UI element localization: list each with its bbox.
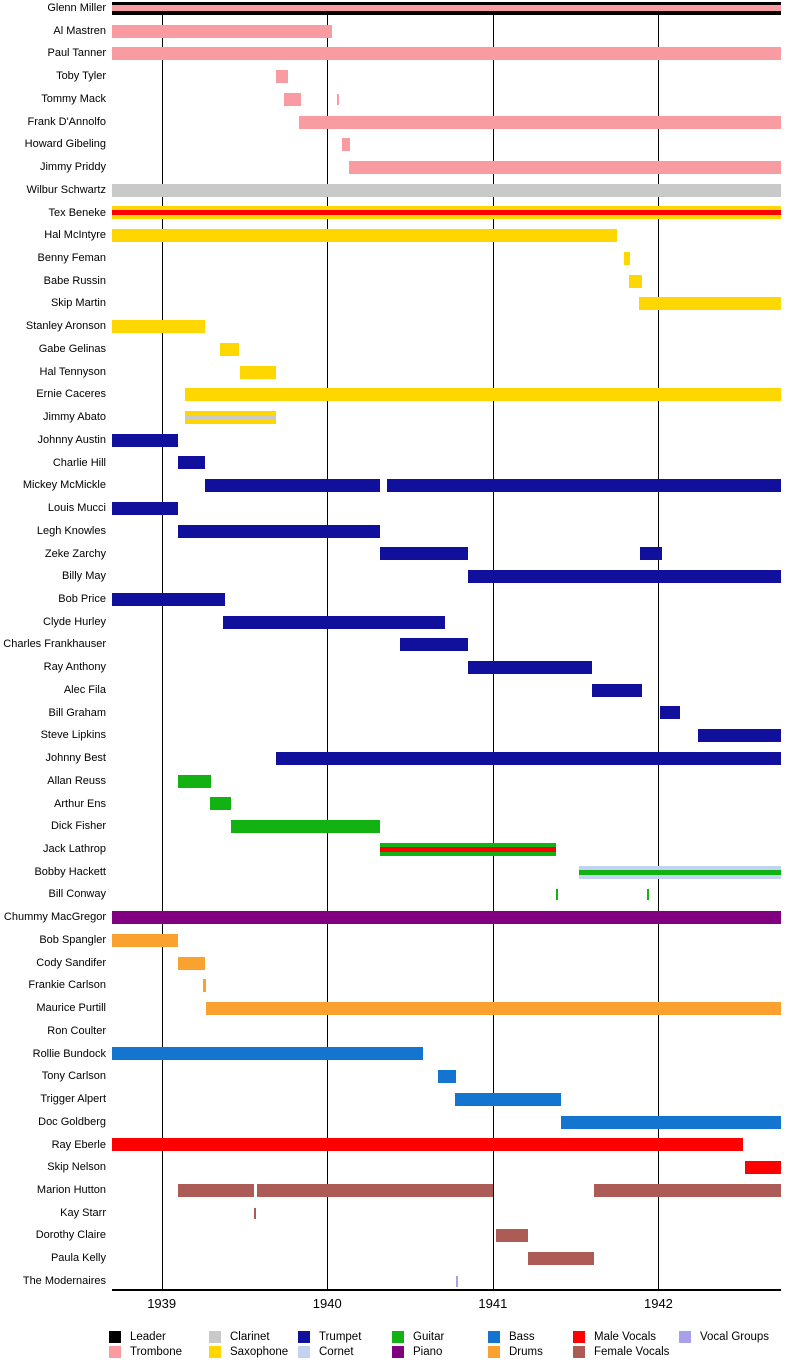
row-label: Ray Anthony <box>43 661 106 674</box>
timeline-bar <box>698 729 781 742</box>
timeline-bar <box>112 1138 743 1151</box>
timeline-bar <box>112 1047 423 1060</box>
row-track <box>112 1111 781 1134</box>
row-track <box>112 156 781 179</box>
row-label: Toby Tyler <box>56 70 106 83</box>
row-track <box>112 656 781 679</box>
timeline-bar <box>594 1184 781 1197</box>
row-track <box>112 429 781 452</box>
timeline-bar <box>438 1070 456 1083</box>
timeline-row <box>0 679 800 702</box>
timeline-bar <box>468 661 592 674</box>
row-track <box>112 315 781 338</box>
timeline-tick <box>456 1276 458 1287</box>
row-track <box>112 1088 781 1111</box>
row-label: Dick Fisher <box>50 820 106 833</box>
legend-swatch <box>392 1346 404 1358</box>
timeline-row <box>0 315 800 338</box>
legend-item <box>488 1331 543 1343</box>
legend-swatch <box>298 1346 310 1358</box>
timeline-bar <box>112 47 781 60</box>
timeline-row <box>0 1247 800 1270</box>
timeline-row <box>0 543 800 566</box>
row-track <box>112 383 781 406</box>
row-track <box>112 679 781 702</box>
row-label: Bob Spangler <box>39 933 106 946</box>
timeline-row <box>0 156 800 179</box>
timeline-row <box>0 1043 800 1066</box>
legend-column <box>679 1331 769 1343</box>
axis-tick-label: 1940 <box>312 1296 342 1311</box>
row-track <box>112 997 781 1020</box>
legend-item <box>298 1331 361 1343</box>
timeline-bar <box>178 1184 253 1197</box>
timeline-bar <box>112 2 781 15</box>
timeline-bar <box>112 229 617 242</box>
legend-swatch <box>488 1346 500 1358</box>
timeline-row <box>0 474 800 497</box>
timeline-row <box>0 952 800 975</box>
timeline-bar <box>342 138 350 151</box>
legend-item <box>392 1346 444 1358</box>
timeline-bar <box>178 957 204 970</box>
timeline-row <box>0 133 800 156</box>
timeline-row <box>0 497 800 520</box>
timeline-bar <box>561 1116 781 1129</box>
instrument-stripe <box>112 5 781 11</box>
row-label: Cody Sandifer <box>36 956 106 969</box>
instrument-stripe <box>579 870 781 875</box>
row-track <box>112 1247 781 1270</box>
row-label: Tony Carlson <box>41 1070 106 1083</box>
row-track <box>112 815 781 838</box>
row-label: Zeke Zarchy <box>44 547 106 560</box>
row-label: Al Mastren <box>53 24 106 37</box>
timeline-bar <box>284 93 301 106</box>
legend-item <box>679 1331 769 1343</box>
timeline-row <box>0 702 800 725</box>
timeline-bar <box>592 684 642 697</box>
row-label: Mickey McMickle <box>22 479 106 492</box>
row-label: Gabe Gelinas <box>38 342 106 355</box>
row-track <box>112 1043 781 1066</box>
instrument-stripe <box>112 210 781 215</box>
row-label: Johnny Best <box>45 752 106 765</box>
timeline-row <box>0 42 800 65</box>
timeline-bar <box>380 547 468 560</box>
legend-swatch <box>209 1346 221 1358</box>
legend-item <box>488 1346 543 1358</box>
timeline-row <box>0 906 800 929</box>
legend-label: Vocal Groups <box>700 1331 770 1343</box>
row-track <box>112 474 781 497</box>
legend-label: Trombone <box>130 1346 182 1358</box>
timeline-row <box>0 406 800 429</box>
instrument-stripe <box>380 847 556 852</box>
legend-swatch <box>109 1346 121 1358</box>
row-track <box>112 497 781 520</box>
timeline-tick <box>337 94 339 105</box>
timeline-row <box>0 452 800 475</box>
timeline-bar <box>112 434 178 447</box>
row-track <box>112 702 781 725</box>
timeline-row <box>0 65 800 88</box>
row-track <box>112 406 781 429</box>
row-track <box>112 42 781 65</box>
row-track <box>112 111 781 134</box>
row-label: Benny Feman <box>37 252 106 265</box>
row-label: Jack Lathrop <box>43 843 106 855</box>
row-label: Billy May <box>61 570 106 583</box>
timeline-row <box>0 1156 800 1179</box>
timeline-bar <box>455 1093 561 1106</box>
row-track <box>112 1020 781 1043</box>
row-label: Stanley Aronson <box>25 320 106 333</box>
row-label: Skip Martin <box>50 297 106 310</box>
row-label: The Modernaires <box>22 1274 106 1287</box>
legend-swatch <box>209 1331 221 1343</box>
row-track <box>112 292 781 315</box>
legend-label: Trumpet <box>319 1331 362 1343</box>
timeline-row <box>0 747 800 770</box>
legend-swatch <box>573 1331 585 1343</box>
row-track <box>112 906 781 929</box>
row-track <box>112 952 781 975</box>
timeline-bar <box>629 275 642 288</box>
timeline-bar <box>223 616 445 629</box>
row-label: Ray Eberle <box>51 1138 106 1151</box>
row-track <box>112 1065 781 1088</box>
row-track <box>112 247 781 270</box>
timeline-row <box>0 202 800 225</box>
timeline-row <box>0 633 800 656</box>
timeline-row <box>0 770 800 793</box>
row-label: Bill Graham <box>48 706 106 719</box>
row-track <box>112 179 781 202</box>
row-track <box>112 338 781 361</box>
timeline-row <box>0 111 800 134</box>
row-track <box>112 20 781 43</box>
row-label: Kay Starr <box>60 1206 106 1219</box>
row-label: Clyde Hurley <box>43 615 106 628</box>
row-track <box>112 883 781 906</box>
legend-swatch <box>488 1331 500 1343</box>
timeline-bar <box>112 934 178 947</box>
timeline-bar <box>299 116 781 129</box>
timeline-row <box>0 997 800 1020</box>
legend-label: Clarinet <box>230 1331 270 1343</box>
row-track <box>112 633 781 656</box>
timeline-row <box>0 1202 800 1225</box>
row-label: Tex Beneke <box>48 206 106 219</box>
timeline-row <box>0 247 800 270</box>
row-track <box>112 1179 781 1202</box>
row-track <box>112 1156 781 1179</box>
timeline-row <box>0 0 800 20</box>
timeline-bar <box>205 479 381 492</box>
timeline-row <box>0 588 800 611</box>
timeline-row <box>0 1134 800 1157</box>
legend-column <box>209 1331 288 1358</box>
row-label: Legh Knowles <box>36 524 106 537</box>
legend-label: Bass <box>509 1331 535 1343</box>
row-track <box>112 1134 781 1157</box>
timeline-row <box>0 20 800 43</box>
row-label: Marion Hutton <box>36 1183 106 1196</box>
row-label: Trigger Alpert <box>40 1093 106 1106</box>
timeline-bar <box>185 388 781 401</box>
row-track <box>112 1270 781 1293</box>
row-label: Rollie Bundock <box>32 1047 106 1060</box>
row-label: Howard Gibeling <box>24 138 106 151</box>
timeline-bar <box>203 979 206 992</box>
row-label: Arthur Ens <box>54 797 106 810</box>
timeline-bar <box>639 297 781 310</box>
legend-swatch <box>392 1331 404 1343</box>
timeline-bar <box>468 570 781 583</box>
timeline-bar <box>112 206 781 219</box>
instrument-stripe <box>185 415 276 420</box>
timeline-row <box>0 656 800 679</box>
row-label: Skip Nelson <box>47 1161 106 1174</box>
row-track <box>112 611 781 634</box>
timeline-bar <box>112 911 781 924</box>
legend-label: Guitar <box>413 1331 445 1343</box>
legend-column <box>109 1331 182 1358</box>
timeline-bar <box>178 775 211 788</box>
timeline-row <box>0 974 800 997</box>
legend-swatch <box>109 1331 121 1343</box>
timeline-bar <box>380 843 556 856</box>
row-label: Tommy Mack <box>41 92 106 105</box>
timeline-row <box>0 383 800 406</box>
row-track <box>112 133 781 156</box>
row-track <box>112 520 781 543</box>
timeline-row <box>0 724 800 747</box>
timeline-row <box>0 224 800 247</box>
row-track <box>112 793 781 816</box>
row-label: Bobby Hackett <box>34 865 106 878</box>
legend-item <box>573 1346 669 1358</box>
legend-column <box>488 1331 543 1358</box>
timeline-row <box>0 429 800 452</box>
row-label: Paula Kelly <box>50 1252 106 1265</box>
timeline-row <box>0 793 800 816</box>
timeline-bar <box>112 184 781 197</box>
timeline-row <box>0 883 800 906</box>
timeline-row <box>0 1111 800 1134</box>
row-track <box>112 861 781 884</box>
timeline-bar <box>276 752 781 765</box>
timeline-bar <box>112 502 178 515</box>
row-label: Jimmy Abato <box>43 411 106 424</box>
timeline-row <box>0 565 800 588</box>
row-track <box>112 1202 781 1225</box>
timeline-bar <box>660 706 680 719</box>
timeline-row <box>0 361 800 384</box>
timeline-row <box>0 88 800 111</box>
row-label: Louis Mucci <box>47 502 106 515</box>
row-track <box>112 452 781 475</box>
timeline-tick <box>254 1208 256 1219</box>
legend-swatch <box>679 1331 691 1343</box>
timeline-bar <box>387 479 781 492</box>
timeline-bar <box>231 820 380 833</box>
legend-label: Male Vocals <box>594 1331 657 1343</box>
timeline-row <box>0 838 800 861</box>
timeline-row <box>0 1088 800 1111</box>
row-track <box>112 974 781 997</box>
row-label: Hal McIntyre <box>44 229 106 242</box>
legend-label: Piano <box>413 1346 443 1358</box>
timeline-bar <box>528 1252 594 1265</box>
timeline-row <box>0 270 800 293</box>
row-track <box>112 588 781 611</box>
timeline-bar <box>400 638 468 651</box>
timeline-row <box>0 338 800 361</box>
timeline-row <box>0 1270 800 1293</box>
row-label: Bill Conway <box>48 888 106 901</box>
timeline-bar <box>185 411 276 424</box>
timeline-bar <box>240 366 276 379</box>
row-track <box>112 361 781 384</box>
timeline-row <box>0 929 800 952</box>
row-label: Jimmy Priddy <box>39 161 106 174</box>
timeline-bar <box>220 343 240 356</box>
timeline-row <box>0 1179 800 1202</box>
row-track <box>112 88 781 111</box>
legend-swatch <box>298 1331 310 1343</box>
timeline-bar <box>349 161 781 174</box>
timeline-bar <box>178 456 204 469</box>
legend-column <box>392 1331 444 1358</box>
legend-label: Cornet <box>319 1346 354 1358</box>
timeline-row <box>0 815 800 838</box>
legend-item <box>209 1331 288 1343</box>
row-label: Alec Fila <box>63 683 106 696</box>
timeline-bar <box>624 252 631 265</box>
row-track <box>112 0 781 20</box>
timeline-bar <box>206 1002 781 1015</box>
legend-item <box>109 1346 182 1358</box>
row-track <box>112 770 781 793</box>
row-track <box>112 838 781 861</box>
legend-item <box>392 1331 444 1343</box>
row-track <box>112 565 781 588</box>
row-label: Charles Frankhauser <box>3 638 106 651</box>
row-label: Babe Russin <box>43 274 106 287</box>
legend-column <box>573 1331 669 1358</box>
timeline-bar <box>178 525 380 538</box>
legend-label: Female Vocals <box>594 1346 670 1358</box>
row-label: Steve Lipkins <box>40 729 106 742</box>
timeline-bar <box>745 1161 781 1174</box>
row-track <box>112 929 781 952</box>
timeline-bar <box>210 797 232 810</box>
timeline-bar <box>579 866 781 879</box>
timeline-row <box>0 861 800 884</box>
row-track <box>112 270 781 293</box>
axis-tick-label: 1942 <box>643 1296 673 1311</box>
row-label: Ron Coulter <box>47 1024 106 1037</box>
row-label: Doc Goldberg <box>38 1115 106 1128</box>
timeline-row <box>0 520 800 543</box>
row-label: Johnny Austin <box>37 433 106 446</box>
timeline-tick <box>556 889 558 900</box>
row-track <box>112 543 781 566</box>
legend-item <box>209 1346 288 1358</box>
timeline-bar <box>640 547 662 560</box>
row-label: Dorothy Claire <box>35 1229 106 1242</box>
axis-tick-label: 1941 <box>478 1296 508 1311</box>
timeline-tick <box>647 889 649 900</box>
row-track <box>112 202 781 225</box>
timeline-row <box>0 1020 800 1043</box>
timeline-row <box>0 179 800 202</box>
timeline-row <box>0 611 800 634</box>
row-label: Hal Tennyson <box>39 365 106 378</box>
timeline-row <box>0 1224 800 1247</box>
legend-column <box>298 1331 361 1358</box>
row-label: Glenn Miller <box>47 2 106 14</box>
legend-item <box>573 1331 669 1343</box>
row-label: Charlie Hill <box>52 456 106 469</box>
timeline-bar <box>496 1229 527 1242</box>
row-label: Frankie Carlson <box>28 979 106 992</box>
timeline-bar <box>257 1184 493 1197</box>
row-label: Allan Reuss <box>47 774 106 787</box>
row-label: Wilbur Schwartz <box>26 183 106 196</box>
row-label: Frank D'Annolfo <box>27 115 106 128</box>
row-track <box>112 65 781 88</box>
row-track <box>112 224 781 247</box>
row-label: Ernie Caceres <box>36 388 106 401</box>
row-label: Maurice Purtill <box>36 1002 106 1015</box>
axis-tick-label: 1939 <box>147 1296 177 1311</box>
timeline-bar <box>112 593 225 606</box>
legend-swatch <box>573 1346 585 1358</box>
row-track <box>112 747 781 770</box>
legend-item <box>298 1346 361 1358</box>
row-label: Bob Price <box>58 592 106 605</box>
row-track <box>112 724 781 747</box>
row-label: Paul Tanner <box>47 47 106 60</box>
timeline-bar <box>276 70 288 83</box>
timeline-bar <box>112 320 205 333</box>
timeline-bar <box>112 25 332 38</box>
legend-label: Drums <box>509 1346 543 1358</box>
row-track <box>112 1224 781 1247</box>
timeline-row <box>0 1065 800 1088</box>
row-label: Chummy MacGregor <box>3 911 106 924</box>
legend-label: Leader <box>130 1331 166 1343</box>
legend-label: Saxophone <box>230 1346 289 1358</box>
timeline-row <box>0 292 800 315</box>
legend-item <box>109 1331 182 1343</box>
